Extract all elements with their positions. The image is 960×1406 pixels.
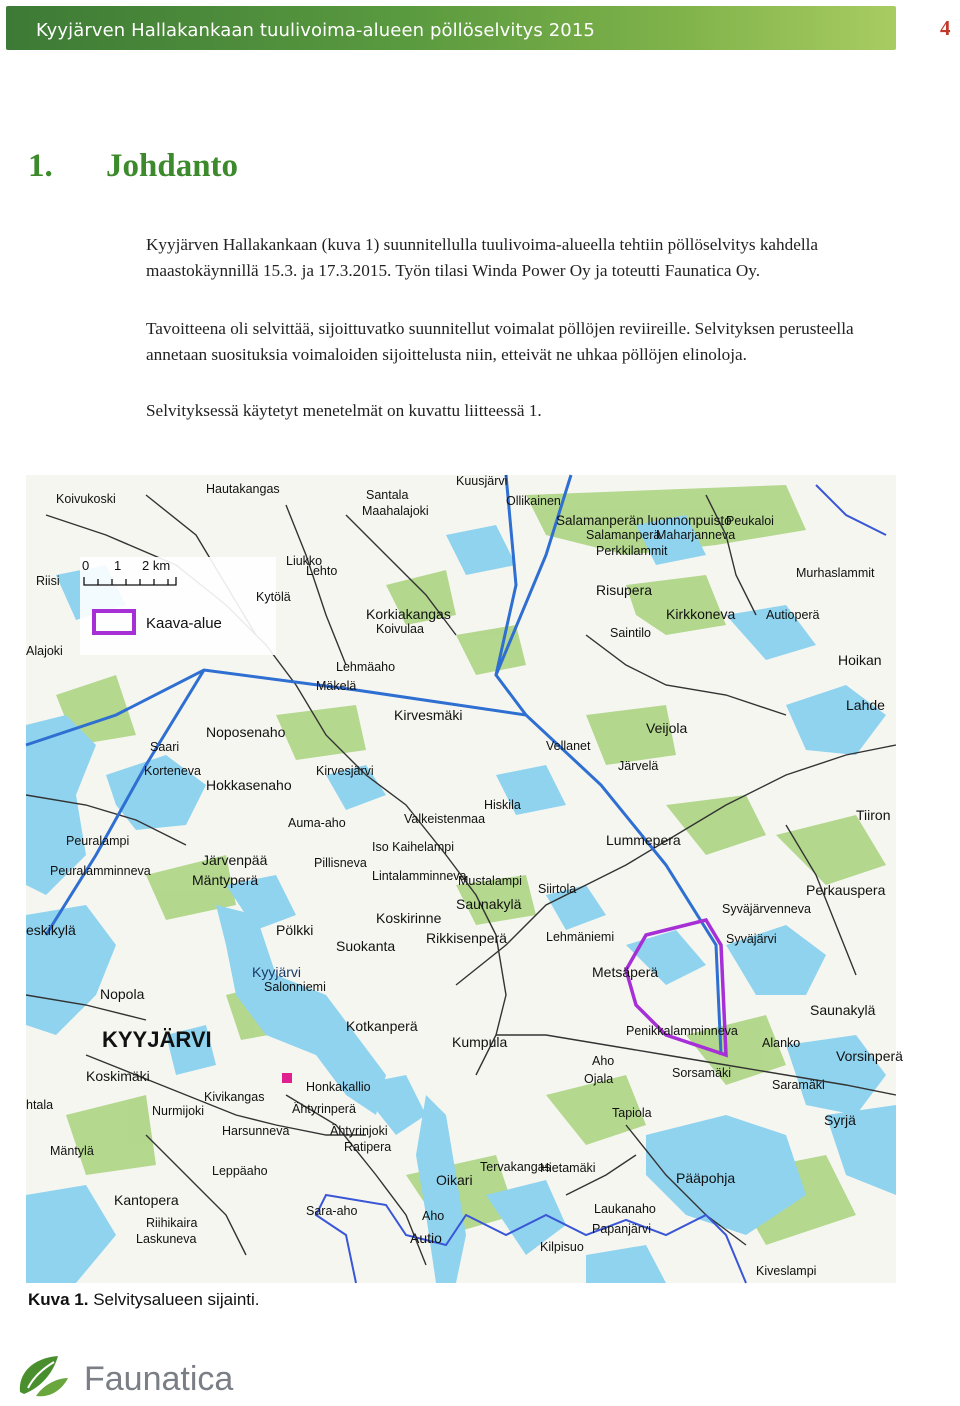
place-label: Ähtyrinperä (292, 1102, 356, 1116)
section-number: 1. (28, 148, 53, 184)
place-label: Metsäperä (592, 964, 659, 980)
header-bar (6, 6, 896, 50)
place-label: Saunakylä (456, 896, 522, 912)
place-label: Salonniemi (264, 980, 326, 994)
place-label: Koivulaa (376, 622, 424, 636)
scale-tick-1: 1 (114, 558, 122, 573)
place-label: Iso Kaihelampi (372, 840, 454, 854)
place-label: Perkauspera (806, 882, 886, 898)
place-label: Nopola (100, 986, 145, 1002)
logo-wordmark: Faunatica (84, 1360, 234, 1398)
place-label: Maharjanneva (656, 528, 736, 542)
place-label: Kantopera (114, 1192, 179, 1208)
place-label: Ratipera (344, 1140, 392, 1154)
place-label: Hiskila (484, 798, 521, 812)
place-label: Mäntyperä (192, 872, 259, 888)
place-label: Auma-aho (288, 816, 346, 830)
place-label: Alajoki (26, 644, 63, 658)
place-label: Saintilo (610, 626, 651, 640)
place-label: Aho (422, 1209, 445, 1223)
place-label: Lehmäaho (336, 660, 396, 674)
map-svg (26, 474, 903, 1283)
place-label: Kytölä (256, 590, 291, 604)
place-label: Kilpisuo (540, 1240, 584, 1254)
section-title: Johdanto (106, 148, 239, 184)
place-label: Tervakangas (480, 1160, 551, 1174)
place-label: Lummepera (606, 832, 681, 848)
section-heading (28, 148, 238, 185)
faunatica-logo (14, 1348, 274, 1402)
place-label: Kiveslampi (756, 1264, 817, 1278)
place-label: Syrjä (824, 1112, 856, 1128)
place-label: Santala (366, 488, 409, 502)
place-label: Hoikan (838, 652, 882, 668)
place-label: Syväjärvi (726, 932, 777, 946)
place-label: Vellanet (546, 739, 591, 753)
place-label: Ojala (584, 1072, 614, 1086)
place-label: Saramäki (772, 1078, 825, 1092)
leaf-icon (20, 1356, 68, 1396)
place-label: Lintalamminneva (372, 869, 467, 883)
place-label: Laskuneva (136, 1232, 197, 1246)
place-label: Pillisneva (314, 856, 367, 870)
document-title: Kyyjärven Hallakankaan tuulivoima-alueen pöllöselvitys 2015 (36, 20, 595, 41)
place-label: Salamanperän luonnonpuisto (556, 513, 732, 528)
scale-tick-2: 2 km (142, 558, 171, 573)
place-label: Koskirinne (376, 910, 442, 926)
place-label: Maahalajoki (362, 504, 429, 518)
place-label: Peuralamminneva (50, 864, 151, 878)
caption-label: Kuva 1. (28, 1290, 89, 1309)
place-label: Korteneva (144, 764, 201, 778)
place-label: Riihikaira (146, 1216, 198, 1230)
place-label: KYYJÄRVI (102, 1027, 212, 1052)
place-label: Vorsinperä (836, 1048, 903, 1064)
place-label: Ollikainen (506, 494, 561, 508)
place-label: Sara-aho (306, 1204, 358, 1218)
place-label: Lahde (846, 697, 885, 713)
place-label: Kyyjärvi (252, 964, 302, 980)
scale-tick-0: 0 (82, 558, 90, 573)
paragraph-goal: Tavoitteena oli selvittää, sijoittuvatko suunnitellut voimalat pöllöjen reviireille. Selvityksen perusteella annetaan suosituksia voimaloiden sijoittelusta niin, etteivät ne uhkaa pöllöjen elinoloja. (146, 319, 854, 364)
place-label: Syväjärvenneva (722, 902, 811, 916)
place-label: Rikkisenperä (426, 930, 507, 946)
place-label: Hokkasenaho (206, 777, 292, 793)
place-label: Alanko (762, 1036, 801, 1050)
place-label: Korkiakangas (366, 606, 451, 622)
place-label: Autio (410, 1230, 442, 1246)
place-label: Aho (592, 1054, 615, 1068)
caption-text: Selvitysalueen sijainti. (93, 1290, 260, 1309)
place-label: Mäkelä (316, 679, 357, 693)
place-label: Kirvesjärvi (316, 764, 374, 778)
place-label: Oikari (436, 1172, 473, 1188)
place-label: Saunakylä (810, 1002, 876, 1018)
place-label: Kirkkoneva (666, 606, 736, 622)
place-label: Laukanaho (594, 1202, 656, 1216)
place-label: Peukaloi (726, 514, 774, 528)
place-label: Koivukoski (56, 492, 116, 506)
place-label: Noposenaho (206, 724, 286, 740)
place-label: Suokanta (336, 938, 396, 954)
place-label: Nurmijoki (152, 1104, 205, 1118)
paragraph-intro: Kyyjärven Hallakankaan (kuva 1) suunnitellulla tuulivoima-alueella tehtiin pöllöselvitys kahdella maastokäynnillä 15.3. ja 17.3.2015. Työn tilasi Winda Power Oy ja toteutti Faunatica Oy. (146, 235, 819, 280)
legend-label: Kaava-alue (146, 615, 222, 632)
place-label: Penikkalamminneva (626, 1024, 738, 1038)
place-label: Mustalampi (458, 874, 522, 888)
paragraph-methods: Selvityksessä käytetyt menetelmät on kuvattu liitteessä 1. (146, 401, 542, 420)
place-label: Harsunneva (222, 1124, 290, 1138)
place-label: Pääpohja (676, 1170, 736, 1186)
place-label: Papanjärvi (592, 1222, 652, 1236)
place-label: Mäntylä (50, 1144, 94, 1158)
place-label: Liukko (286, 554, 323, 568)
place-label: Järvelä (618, 759, 659, 773)
place-label: Koskimäki (86, 1068, 150, 1084)
place-label: Autioperä (766, 608, 820, 622)
place-label: Lehmäniemi (546, 930, 615, 944)
place-label: Saari (150, 740, 180, 754)
place-label: Kotkanperä (346, 1018, 418, 1034)
map-legend-box (80, 557, 276, 655)
place-label: Tapiola (612, 1106, 652, 1120)
place-label: Kuusjärvi (456, 474, 508, 488)
figure-caption (28, 1290, 260, 1310)
page-number: 4 (940, 16, 951, 40)
place-label: Riisi (36, 574, 60, 588)
place-label: eskikylä (26, 922, 76, 938)
town-center-marker (282, 1073, 292, 1083)
place-label: Järvenpää (202, 852, 268, 868)
place-label: Perkkilammit (596, 544, 668, 558)
place-label: Kivikangas (204, 1090, 265, 1104)
place-label: htala (26, 1098, 54, 1112)
place-label: Valkeistenmaa (404, 812, 486, 826)
place-label: Sorsamäki (672, 1066, 732, 1080)
place-label: Kumpula (452, 1034, 508, 1050)
place-label: Salamanperä (586, 528, 661, 542)
place-label: Peuralampi (66, 834, 130, 848)
place-label: Veijola (646, 720, 688, 736)
place-label: Hautakangas (206, 482, 280, 496)
place-label: Lehto (306, 564, 338, 578)
place-label: Siirtola (538, 882, 577, 896)
place-label: Tiiron (856, 807, 891, 823)
place-label: Hietamäki (540, 1161, 596, 1175)
place-label: Ähtyrinjoki (330, 1124, 388, 1138)
location-map (26, 474, 903, 1283)
place-label: Murhaslammit (796, 566, 875, 580)
place-label: Leppäaho (212, 1164, 268, 1178)
place-label: Pölkki (276, 922, 314, 938)
place-label: Risupera (596, 582, 653, 598)
place-label: Kirvesmäki (394, 707, 463, 723)
place-label: Honkakallio (306, 1080, 371, 1094)
